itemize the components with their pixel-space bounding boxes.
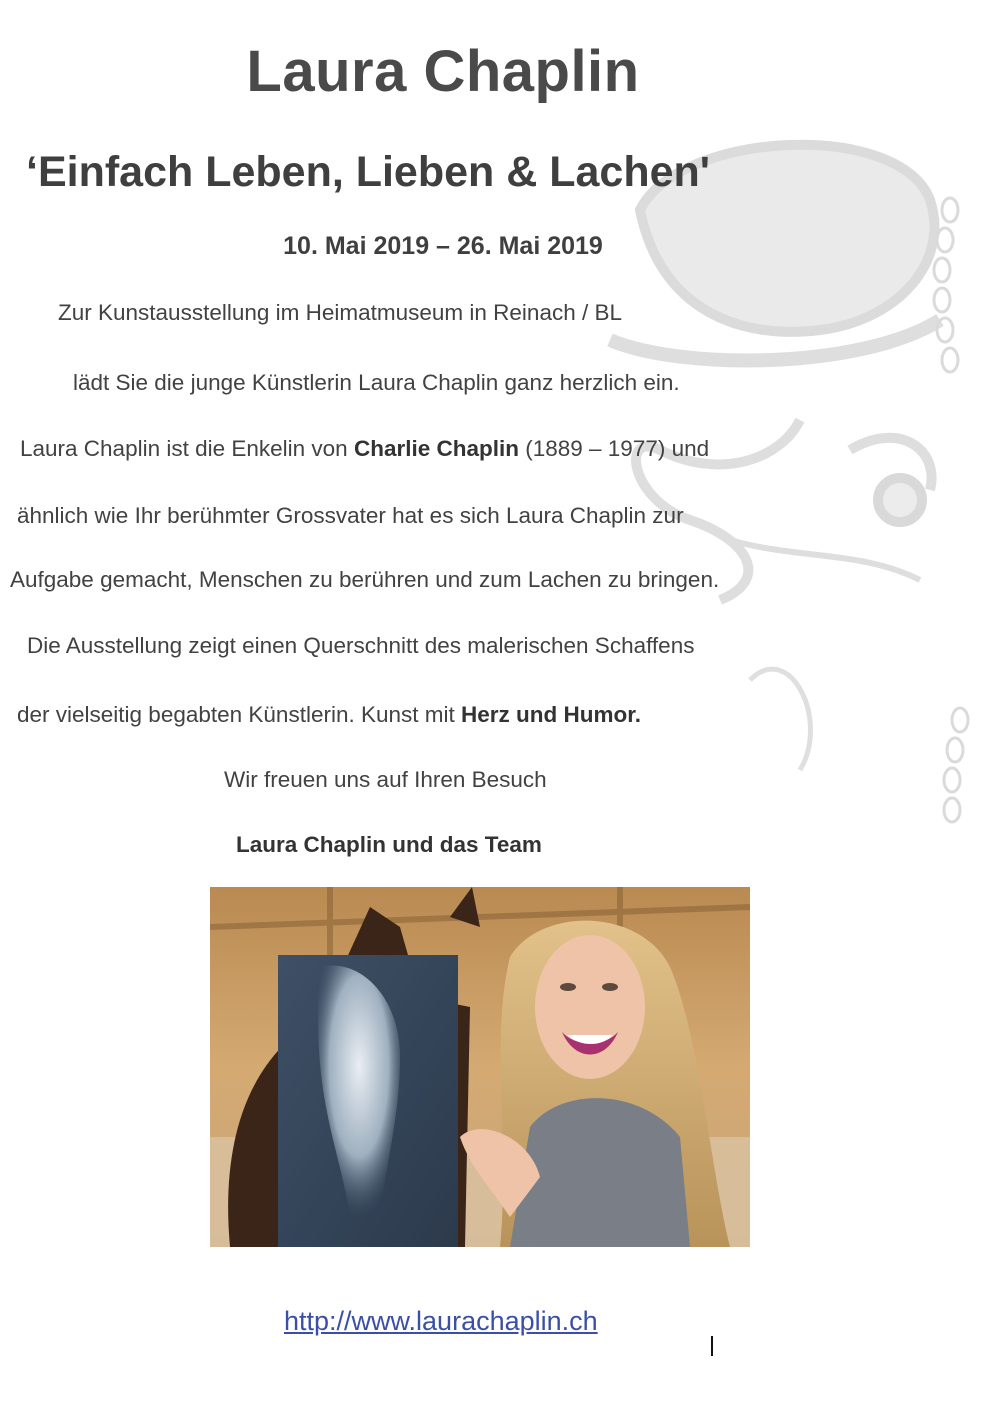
signature [236,832,542,858]
charlie-chaplin-name: Charlie Chaplin [353,436,519,461]
signature-text: Laura Chaplin und das Team [236,832,542,857]
body-line-3 [20,436,709,462]
artist-photo [210,887,750,1247]
text-cursor [711,1336,713,1356]
body-line-6: Die Ausstellung zeigt einen Querschnitt des malerischen Schaffens [27,633,695,658]
body-line-7-start: der vielseitig begabten Künstlerin. Kunst mit [17,702,461,727]
website-link[interactable]: http://www.laurachaplin.ch [284,1306,598,1336]
body-line-1: Zur Kunstausstellung im Heimatmuseum in Reinach / BL [58,300,622,325]
herz-und-humor: Herz und Humor. [461,702,642,727]
artist-photo-illustration [210,887,750,1247]
body-line-2: lädt Sie die junge Künstlerin Laura Chaplin ganz herzlich ein. [73,370,680,395]
body-line-5: Aufgabe gemacht, Menschen zu berühren und zum Lachen zu bringen. [10,567,720,592]
page-title: Laura Chaplin [246,39,640,104]
body-line-8: Wir freuen uns auf Ihren Besuch [224,767,547,792]
body-line-4: ähnlich wie Ihr berühmter Grossvater hat es sich Laura Chaplin zur [17,503,684,528]
body-line-3-end: (1889 – 1977) und [518,436,710,461]
body-line-7 [17,702,641,728]
exhibition-subtitle: ‘Einfach Leben, Lieben & Lachen' [26,148,711,196]
body-line-3-start: Laura Chaplin ist die Enkelin von [20,436,354,461]
exhibition-dates: 10. Mai 2019 – 26. Mai 2019 [283,232,603,260]
